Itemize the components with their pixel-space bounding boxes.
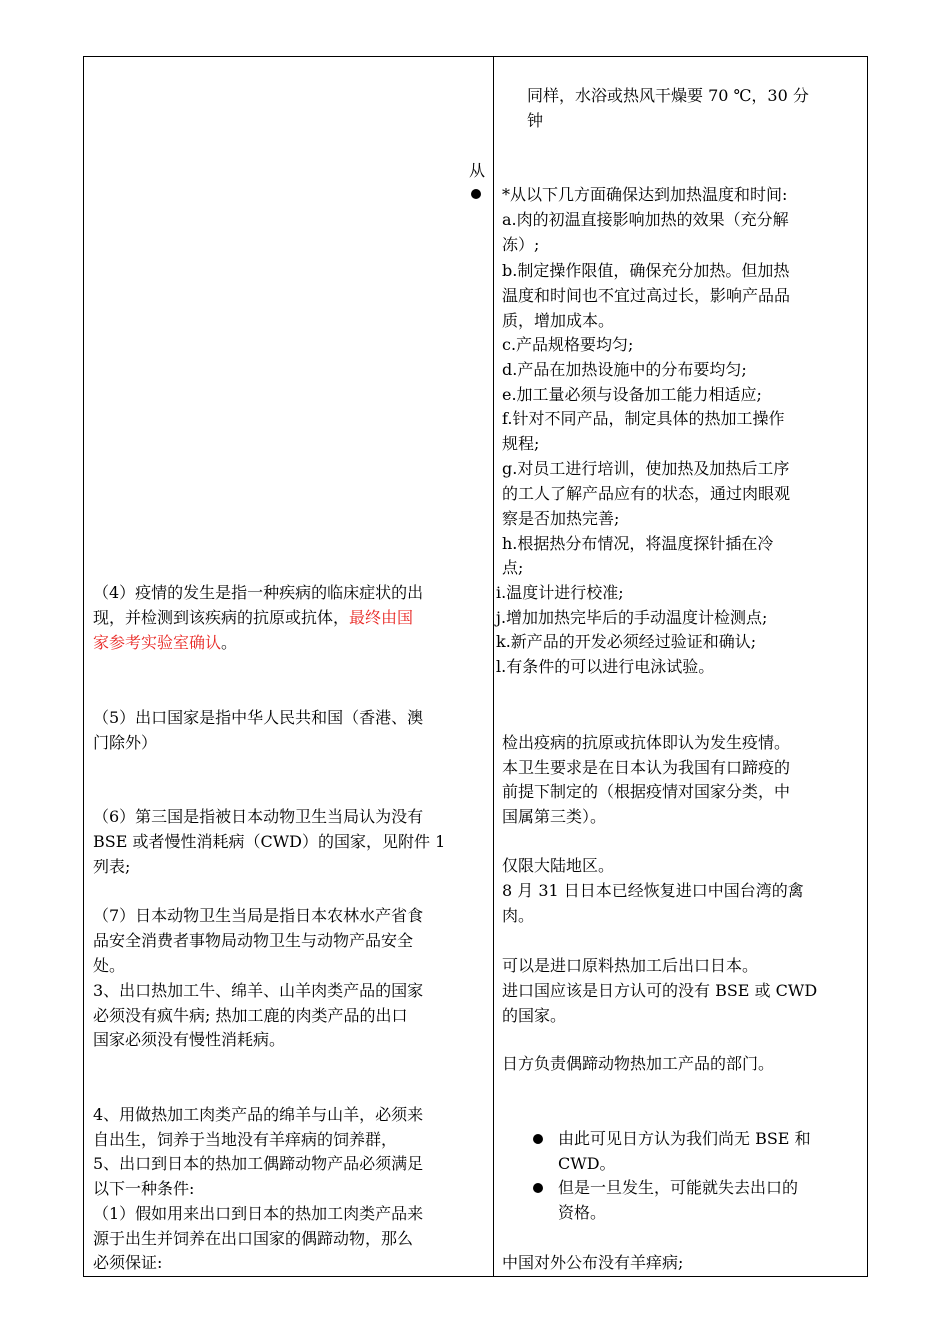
right-line: 规程; — [502, 434, 540, 453]
right-line: *从以下几方面确保达到加热温度和时间: — [502, 185, 788, 204]
left-line: （5）出口国家是指中华人民共和国（香港、澳 — [93, 708, 424, 727]
right-line: h.根据热分布情况，将温度探针插在冷 — [502, 534, 774, 553]
left-line: 源于出生并饲养在出口国家的偶蹄动物，那么 — [93, 1229, 414, 1248]
right-line: 进口国应该是日方认可的没有 BSE 或 CWD — [502, 981, 818, 1000]
left-line: 现，并检测到该疾病的抗原或抗体，最终由国 — [93, 608, 414, 627]
left-line: 列表; — [93, 857, 131, 876]
left-line: 自出生，饲养于当地没有羊痒病的饲养群， — [93, 1130, 398, 1149]
left-line: 必须保证: — [93, 1253, 163, 1272]
highlight-text: 家参考实验室确认 — [93, 633, 222, 652]
left-fragment: 从 — [469, 161, 486, 180]
highlight-text: 最终由国 — [349, 608, 414, 627]
left-line: 品安全消费者事物局动物卫生与动物产品安全 — [93, 931, 414, 950]
right-line: j.增加加热完毕后的手动温度计检测点; — [496, 608, 768, 627]
right-line: 前提下制定的（根据疫情对国家分类，中 — [502, 782, 791, 801]
right-line: i.温度计进行校准; — [496, 583, 624, 602]
right-line: k.新产品的开发必须经过验证和确认; — [496, 632, 757, 651]
bullet-icon — [471, 189, 481, 199]
right-line: 国属第三类）。 — [502, 807, 607, 826]
right-line: 钟 — [527, 111, 544, 130]
right-line: 点; — [502, 558, 524, 577]
right-line: b.制定操作限值，确保充分加热。但加热 — [502, 261, 790, 280]
left-line: （7）日本动物卫生当局是指日本农林水产省食 — [93, 906, 424, 925]
right-line: f.针对不同产品，制定具体的热加工操作 — [502, 409, 785, 428]
right-line: 中国对外公布没有羊痒病; — [502, 1253, 684, 1272]
right-line: d.产品在加热设施中的分布要均匀; — [502, 360, 747, 379]
bullet-icon — [533, 1183, 543, 1193]
left-line: 家参考实验室确认。 — [93, 633, 238, 652]
bullet-item-line: 资格。 — [558, 1203, 607, 1222]
right-line: 察是否加热完善; — [502, 509, 620, 528]
right-line: 8 月 31 日日本已经恢复进口中国台湾的禽 — [502, 881, 804, 900]
right-line: 肉。 — [502, 906, 535, 925]
left-line: 必须没有疯牛病; 热加工鹿的肉类产品的出口 — [93, 1006, 408, 1025]
column-divider — [493, 56, 494, 1277]
left-line: 5、出口到日本的热加工偶蹄动物产品必须满足 — [93, 1154, 424, 1173]
left-line: （1）假如用来出口到日本的热加工肉类产品来 — [93, 1204, 424, 1223]
left-line: 3、出口热加工牛、绵羊、山羊肉类产品的国家 — [93, 981, 424, 1000]
right-line: 可以是进口原料热加工后出口日本。 — [502, 956, 759, 975]
left-line: （4）疫情的发生是指一种疾病的临床症状的出 — [93, 583, 424, 602]
bullet-item-line: CWD。 — [558, 1154, 616, 1173]
left-line: 以下一种条件: — [93, 1179, 195, 1198]
right-line: 日方负责偶蹄动物热加工产品的部门。 — [502, 1054, 775, 1073]
right-line: c.产品规格要均匀; — [502, 335, 634, 354]
left-line: BSE 或者慢性消耗病（CWD）的国家，见附件 1 — [93, 832, 446, 851]
right-line: e.加工量必须与设备加工能力相适应; — [502, 385, 762, 404]
right-line: 仅限大陆地区。 — [502, 856, 615, 875]
right-line: a.肉的初温直接影响加热的效果（充分解 — [502, 210, 789, 229]
bullet-icon — [533, 1134, 543, 1144]
left-line: 处。 — [93, 956, 126, 975]
right-line: 的国家。 — [502, 1006, 567, 1025]
right-line: 同样，水浴或热风干燥要 70 ℃，30 分 — [527, 86, 809, 105]
bullet-item-line: 但是一旦发生，可能就失去出口的 — [558, 1178, 799, 1197]
right-line: 本卫生要求是在日本认为我国有口蹄疫的 — [502, 758, 791, 777]
right-line: 冻）; — [502, 235, 540, 254]
left-line: 门除外） — [93, 733, 158, 752]
left-line: （6）第三国是指被日本动物卫生当局认为没有 — [93, 807, 424, 826]
right-line: g.对员工进行培训，使加热及加热后工序 — [502, 459, 790, 478]
left-line: 国家必须没有慢性消耗病。 — [93, 1030, 286, 1049]
left-line: 4、用做热加工肉类产品的绵羊与山羊，必须来 — [93, 1105, 424, 1124]
bullet-item-line: 由此可见日方认为我们尚无 BSE 和 — [558, 1129, 811, 1148]
right-line: 的工人了解产品应有的状态，通过肉眼观 — [502, 484, 791, 503]
right-line: 温度和时间也不宜过高过长，影响产品品 — [502, 286, 791, 305]
right-line: 检出疫病的抗原或抗体即认为发生疫情。 — [502, 733, 791, 752]
right-line: 质，增加成本。 — [502, 311, 615, 330]
right-line: l.有条件的可以进行电泳试验。 — [496, 657, 715, 676]
